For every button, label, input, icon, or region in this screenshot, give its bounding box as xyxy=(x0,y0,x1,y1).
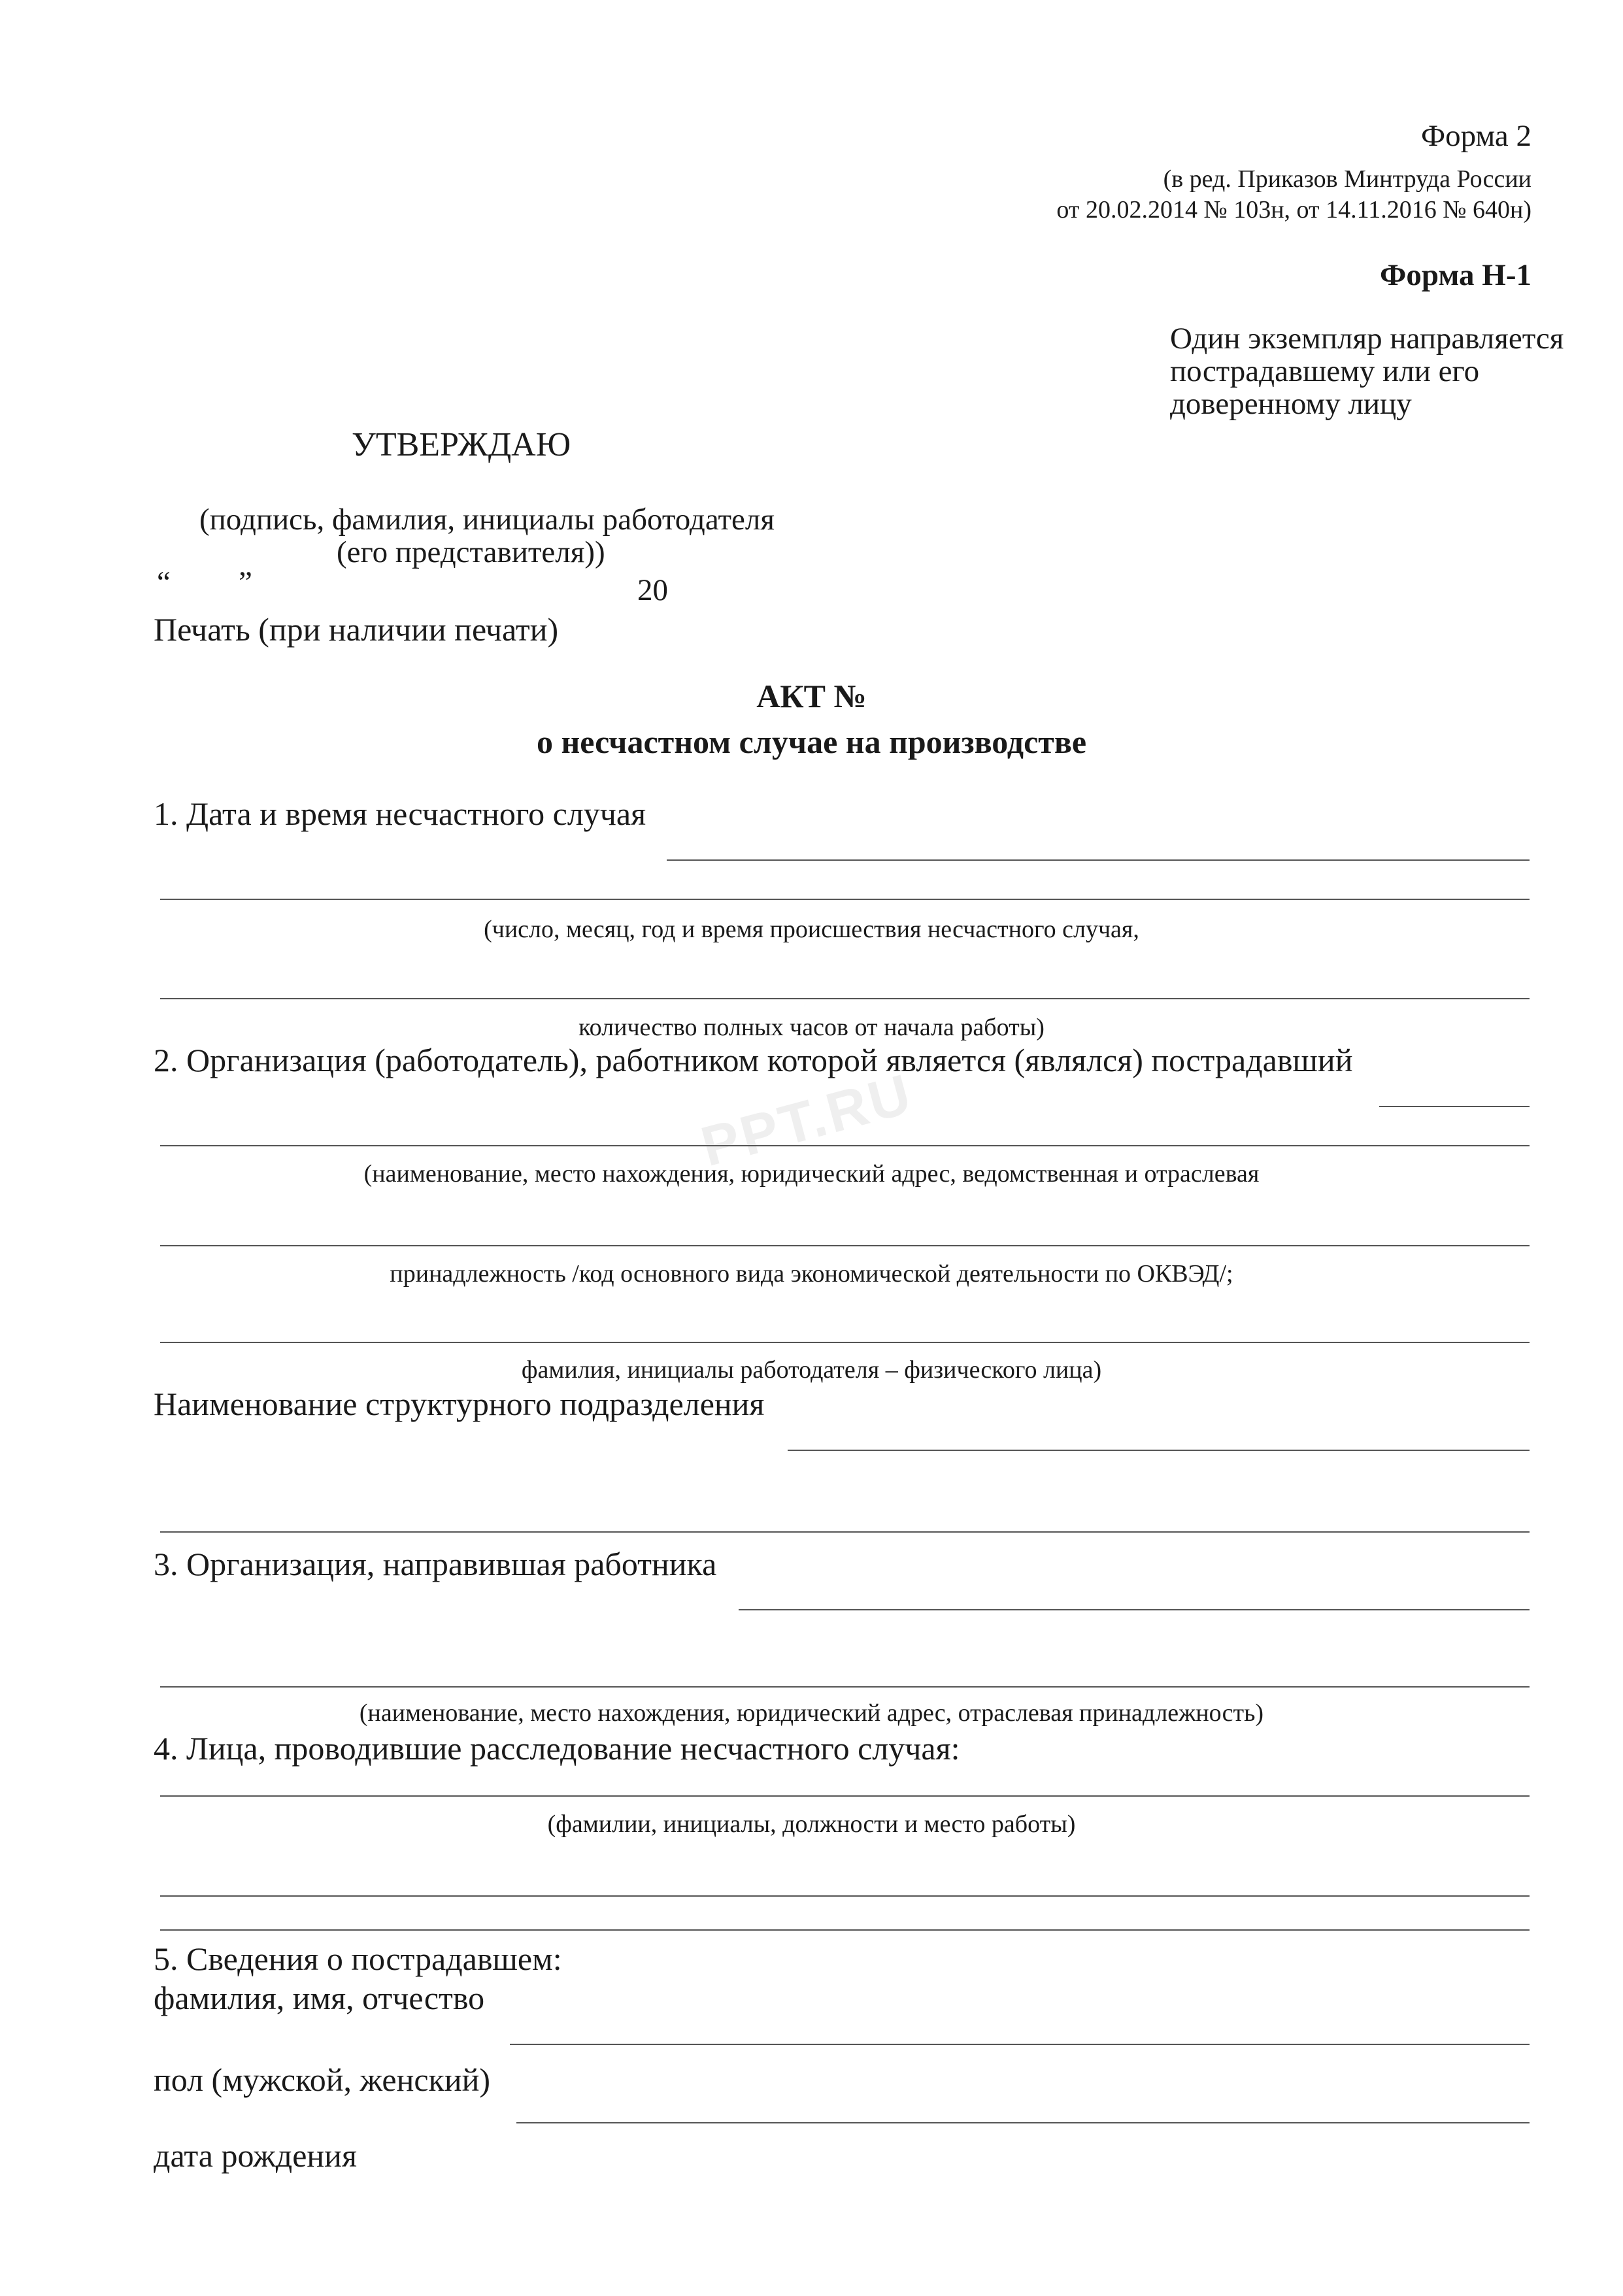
section-4-label: 4. Лица, проводившие расследование несчастного случая: xyxy=(154,1730,960,1767)
section-2-hint-2: принадлежность /код основного вида экономической деятельности по ОКВЭД/; xyxy=(390,1260,1233,1288)
amendment-line-1: (в ред. Приказов Минтруда России xyxy=(1163,165,1531,193)
section-4-field-line-3[interactable] xyxy=(160,1929,1530,1931)
act-subtitle: о несчастном случае на производстве xyxy=(536,724,1087,760)
signature-caption-line-1: (подпись, фамилия, инициалы работодателя xyxy=(199,503,775,537)
section-1-field-line-3[interactable] xyxy=(160,998,1530,999)
victim-birth-date-label: дата рождения xyxy=(154,2137,357,2174)
section-2-hint-3: фамилия, инициалы работодателя – физического лица) xyxy=(521,1356,1102,1384)
section-2-field-line[interactable] xyxy=(1379,1106,1530,1107)
section-2-field-line-4[interactable] xyxy=(160,1342,1530,1343)
section-3-field-line-2[interactable] xyxy=(160,1686,1530,1688)
section-2-field-line-3[interactable] xyxy=(160,1245,1530,1246)
section-2-field-line-2[interactable] xyxy=(160,1145,1530,1146)
date-year-prefix: 20 xyxy=(637,573,668,607)
approval-title: УТВЕРЖДАЮ xyxy=(352,426,571,463)
copy-note-line-1: Один экземпляр направляется xyxy=(1170,322,1564,356)
copy-note-line-3: доверенному лицу xyxy=(1170,387,1412,421)
amendment-line-2: от 20.02.2014 № 103н, от 14.11.2016 № 640н) xyxy=(1056,196,1531,224)
subdivision-field-line[interactable] xyxy=(788,1450,1530,1451)
section-2-label: 2. Организация (работодатель), работником которой является (являлся) пострадавший xyxy=(154,1042,1353,1078)
victim-sex-field-line[interactable] xyxy=(516,2122,1530,2123)
section-3-label: 3. Организация, направившая работника xyxy=(154,1546,717,1582)
victim-name-label: фамилия, имя, отчество xyxy=(154,1980,485,2016)
subdivision-field-line-2[interactable] xyxy=(160,1531,1530,1533)
date-quote-close: ” xyxy=(239,565,252,599)
section-3-hint: (наименование, место нахождения, юридический адрес, отраслевая принадлежность) xyxy=(359,1699,1264,1727)
copy-note-line-2: пострадавшему или его xyxy=(1170,354,1480,388)
subdivision-label: Наименование структурного подразделения xyxy=(154,1386,765,1422)
signature-caption-line-2: (его представителя)) xyxy=(337,535,605,569)
stamp-note: Печать (при наличии печати) xyxy=(154,611,559,648)
section-1-hint-1: (число, месяц, год и время происшествия несчастного случая, xyxy=(484,916,1139,943)
section-1-field-line-2[interactable] xyxy=(160,899,1530,900)
victim-sex-label: пол (мужской, женский) xyxy=(154,2061,491,2098)
form-code: Форма Н-1 xyxy=(1380,258,1531,292)
watermark: PPT.RU xyxy=(695,1061,920,1179)
section-1-label: 1. Дата и время несчастного случая xyxy=(154,795,646,832)
victim-name-field-line[interactable] xyxy=(510,2044,1530,2045)
section-4-field-line-2[interactable] xyxy=(160,1895,1530,1897)
section-4-field-line[interactable] xyxy=(160,1795,1530,1797)
section-2-hint-1: (наименование, место нахождения, юридический адрес, ведомственная и отраслевая xyxy=(363,1160,1260,1188)
section-4-hint: (фамилии, инициалы, должности и место работы) xyxy=(547,1810,1076,1838)
form-number: Форма 2 xyxy=(1421,119,1531,153)
date-quote-open: “ xyxy=(157,565,171,599)
section-1-hint-2: количество полных часов от начала работы) xyxy=(578,1014,1045,1041)
section-5-label: 5. Сведения о пострадавшем: xyxy=(154,1940,562,1977)
section-1-field-line[interactable] xyxy=(667,859,1530,861)
act-title: АКТ № xyxy=(756,678,867,714)
section-3-field-line[interactable] xyxy=(739,1609,1530,1610)
